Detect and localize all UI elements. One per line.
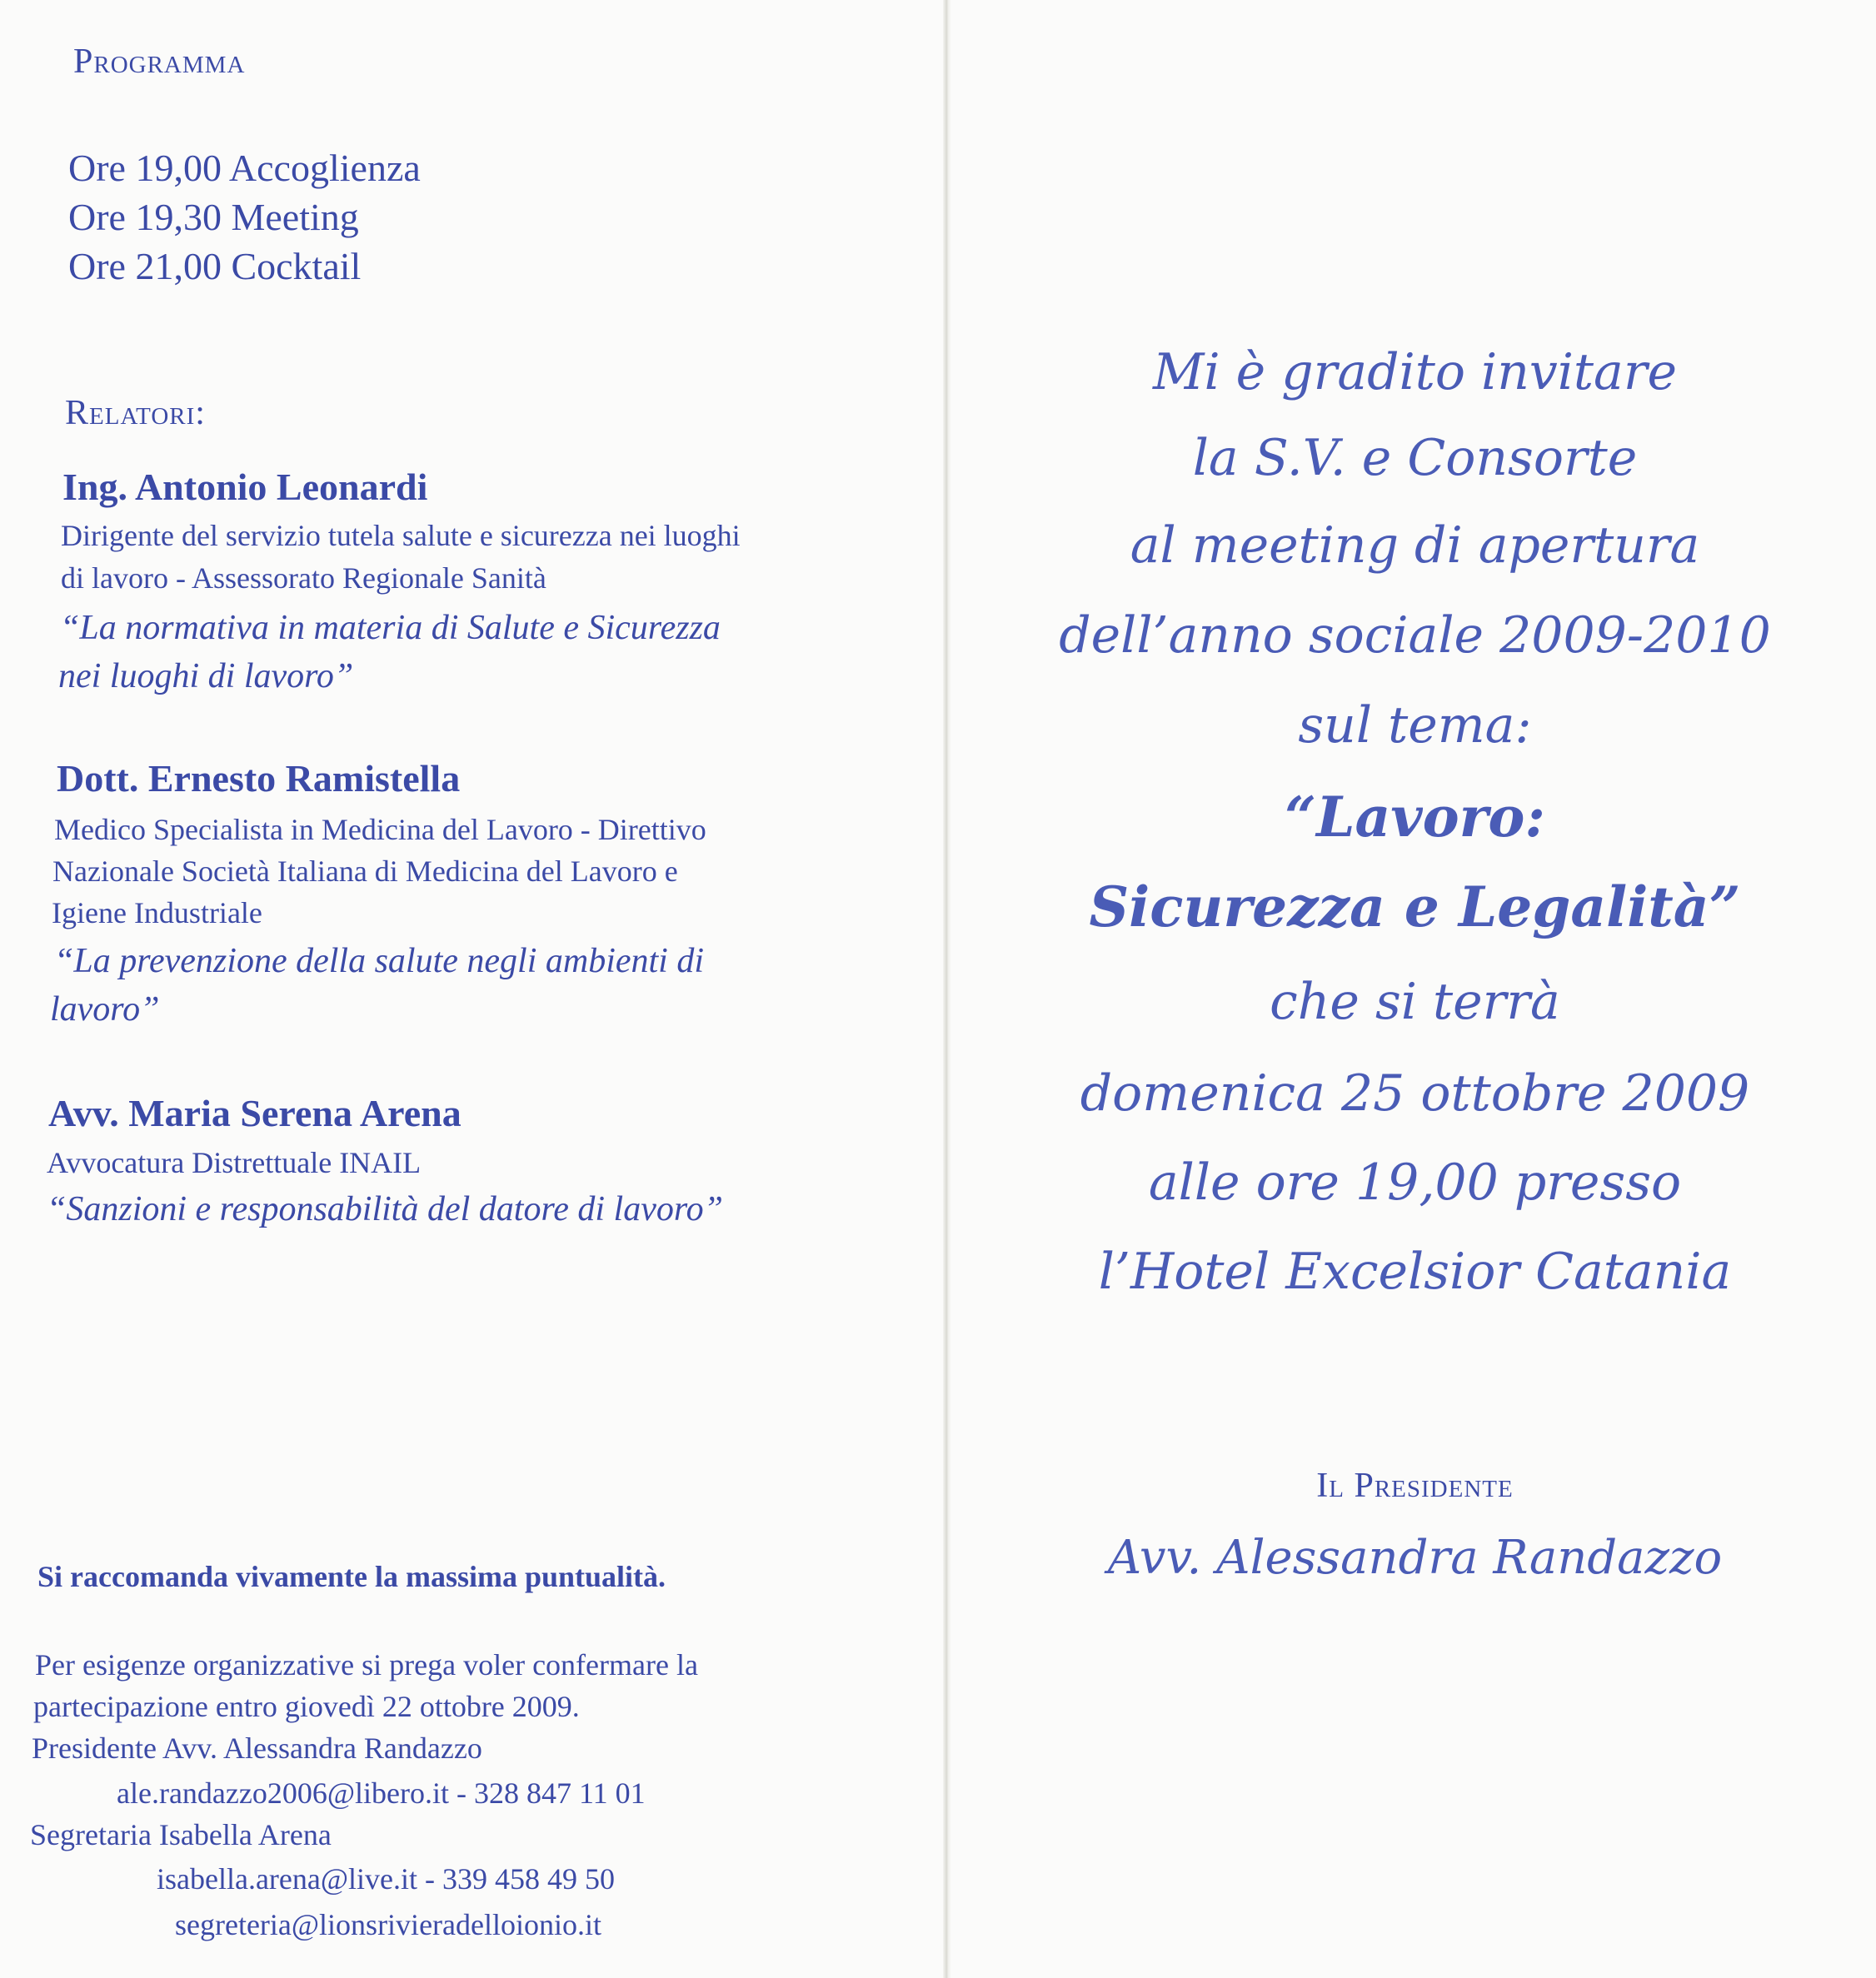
rsvp-text: Per esigenze organizzative si prega voler confermare la xyxy=(35,1648,698,1682)
contact-secretary: Segretaria Isabella Arena xyxy=(30,1818,332,1851)
theme-title: Sicurezza e Legalità” xyxy=(1089,874,1741,939)
speaker-name: Dott. Ernesto Ramistella xyxy=(57,757,461,800)
speaker-role: Igiene Industriale xyxy=(52,896,262,929)
invitation-line: la S.V. e Consorte xyxy=(1192,429,1638,487)
theme-title: “Lavoro: xyxy=(1285,785,1545,849)
contact-email-phone[interactable]: isabella.arena@live.it - 339 458 49 50 xyxy=(157,1862,616,1896)
invitation-line: sul tema: xyxy=(1298,696,1532,755)
presidente-label: Il Presidente xyxy=(1316,1467,1514,1505)
speaker-talk-title: nei luoghi di lavoro” xyxy=(58,657,354,695)
programma-item: Ore 19,30 Meeting xyxy=(68,196,359,238)
programma-item: Ore 21,00 Cocktail xyxy=(68,245,362,287)
speaker-talk-title: lavoro” xyxy=(50,990,160,1029)
relatori-heading: Relatori: xyxy=(65,394,206,432)
speaker-role: Avvocatura Distrettuale INAIL xyxy=(47,1146,422,1179)
programma-item: Ore 19,00 Accoglienza xyxy=(68,147,421,189)
president-signature: Avv. Alessandra Randazzo xyxy=(1107,1531,1723,1585)
event-venue: l’Hotel Excelsior Catania xyxy=(1098,1243,1732,1301)
right-panel xyxy=(954,0,1876,1978)
event-time: alle ore 19,00 presso xyxy=(1148,1153,1682,1212)
event-date: domenica 25 ottobre 2009 xyxy=(1080,1064,1750,1123)
invitation-line: Mi è gradito invitare xyxy=(1152,343,1678,401)
punctuality-note: Si raccomanda vivamente la massima puntualità. xyxy=(37,1560,666,1593)
programma-heading: Programma xyxy=(73,42,246,81)
speaker-talk-title: “Sanzioni e responsabilità del datore di lavoro” xyxy=(47,1190,724,1228)
rsvp-text: partecipazione entro giovedì 22 ottobre 2009. xyxy=(33,1690,580,1723)
invitation-line: che si terrà xyxy=(1270,973,1560,1031)
speaker-role: Dirigente del servizio tutela salute e sicurezza nei luoghi xyxy=(61,519,741,552)
speaker-talk-title: “La prevenzione della salute negli ambienti di xyxy=(54,942,705,980)
speaker-role: Medico Specialista in Medicina del Lavoro - Direttivo xyxy=(54,813,706,846)
contact-email[interactable]: segreteria@lionsrivieradelloionio.it xyxy=(175,1908,601,1941)
speaker-role: di lavoro - Assessorato Regionale Sanità xyxy=(61,561,546,595)
speaker-name: Avv. Maria Serena Arena xyxy=(48,1092,462,1134)
contact-email-phone[interactable]: ale.randazzo2006@libero.it - 328 847 11 01 xyxy=(117,1776,646,1810)
invitation-line: al meeting di apertura xyxy=(1130,516,1700,575)
fold-crease xyxy=(943,0,951,1978)
speaker-talk-title: “La normativa in materia di Salute e Sicurezza xyxy=(60,609,721,647)
speaker-name: Ing. Antonio Leonardi xyxy=(62,466,428,508)
invitation-line: dell’anno sociale 2009-2010 xyxy=(1059,606,1771,665)
speaker-role: Nazionale Società Italiana di Medicina del Lavoro e xyxy=(52,854,678,888)
contact-president: Presidente Avv. Alessandra Randazzo xyxy=(32,1731,482,1765)
